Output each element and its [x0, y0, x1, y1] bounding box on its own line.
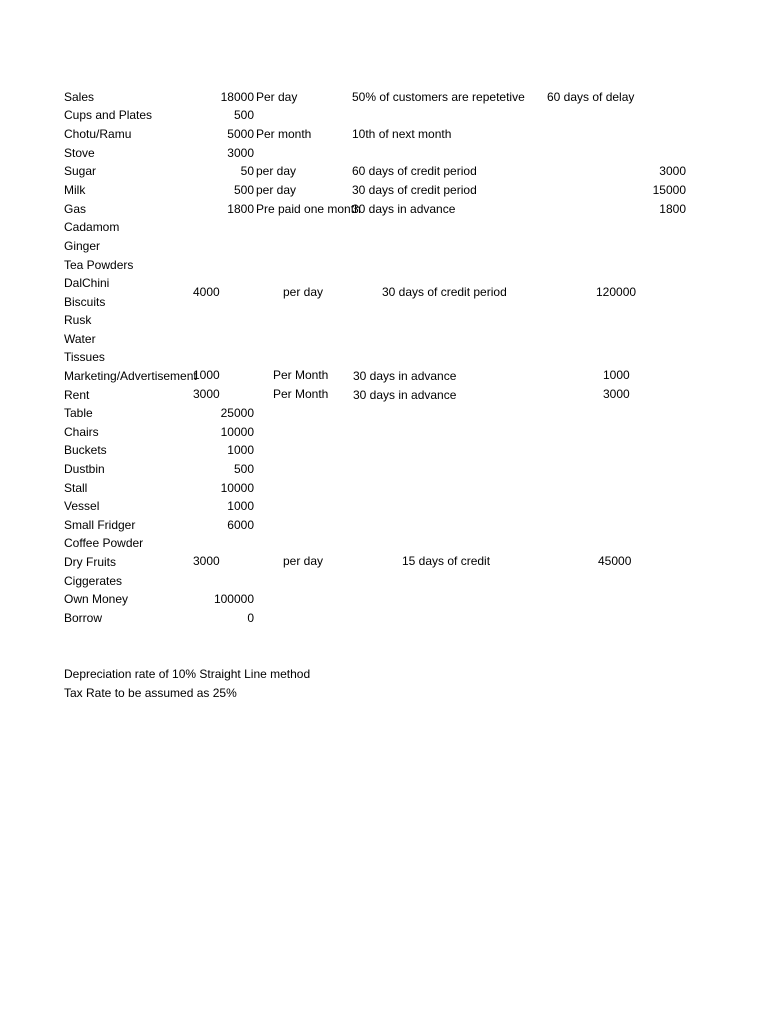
cell-label-borrow: Borrow — [64, 611, 103, 625]
cell-value-stove: 3000 — [227, 146, 254, 160]
cell-label-biscuits: Biscuits — [64, 295, 106, 309]
cell-value-gas: 1800 — [227, 202, 254, 216]
cell-value-rent: 3000 — [193, 387, 220, 401]
cell-terms-group: 30 days of credit period — [382, 285, 507, 299]
cell-label-dustbin: Dustbin — [64, 462, 105, 476]
cell-unit-rent: Per Month — [273, 387, 329, 401]
cell-value-sales: 18000 — [220, 90, 254, 104]
cell-label-dryfruits: Dry Fruits — [64, 555, 116, 569]
cell-label-chotu: Chotu/Ramu — [64, 127, 132, 141]
cell-unit-milk: per day — [256, 183, 297, 197]
cell-amount-milk: 15000 — [652, 183, 686, 197]
cell-label-coffee: Coffee Powder — [64, 536, 144, 550]
cell-label-dalchini: DalChini — [64, 276, 110, 290]
cell-label-stall: Stall — [64, 481, 88, 495]
cell-unit-gas: Pre paid one month — [256, 202, 361, 216]
cell-value-stall: 10000 — [220, 481, 254, 495]
cell-label-ginger: Ginger — [64, 239, 101, 253]
cell-terms-milk: 30 days of credit period — [352, 183, 477, 197]
cell-label-cadamom: Cadamom — [64, 220, 120, 234]
cell-label-tea: Tea Powders — [64, 258, 134, 272]
cell-terms-sales: 50% of customers are repetetive — [352, 90, 525, 104]
cell-label-water: Water — [64, 332, 96, 346]
cell-amount-dryfruits: 45000 — [598, 554, 632, 568]
cell-value-sugar: 50 — [240, 164, 254, 178]
cell-amount-group: 120000 — [596, 285, 637, 299]
cell-value-dustbin: 500 — [233, 462, 254, 476]
cell-value-dryfruits: 3000 — [193, 554, 220, 568]
cell-unit-group: per day — [283, 285, 324, 299]
cell-terms-sugar: 60 days of credit period — [352, 164, 477, 178]
cell-label-vessel: Vessel — [64, 499, 100, 513]
cell-label-milk: Milk — [64, 183, 86, 197]
cell-unit-sales: Per day — [256, 90, 298, 104]
cell-terms-gas: 30 days in advance — [352, 202, 456, 216]
cell-value-cups: 500 — [233, 108, 254, 122]
cell-value-ownmoney: 100000 — [213, 592, 254, 606]
cell-label-stove: Stove — [64, 146, 95, 160]
cell-value-vessel: 1000 — [227, 499, 254, 513]
cell-unit-chotu: Per month — [256, 127, 312, 141]
cell-label-chairs: Chairs — [64, 425, 99, 439]
cell-value-chairs: 10000 — [220, 425, 254, 439]
cell-terms-chotu: 10th of next month — [352, 127, 452, 141]
cell-terms-dryfruits: 15 days of credit — [402, 554, 491, 568]
cell-label-gas: Gas — [64, 202, 87, 216]
cell-unit-dryfruits: per day — [283, 554, 324, 568]
cell-label-marketing: Marketing/Advertisement — [64, 369, 197, 383]
cell-value-buckets: 1000 — [227, 443, 254, 457]
cell-unit-marketing: Per Month — [273, 368, 329, 382]
cell-amount-gas: 1800 — [659, 202, 686, 216]
cell-terms-marketing: 30 days in advance — [353, 369, 457, 383]
note-depreciation: Depreciation rate of 10% Straight Line method — [64, 667, 311, 681]
cell-label-sugar: Sugar — [64, 164, 97, 178]
cell-label-buckets: Buckets — [64, 443, 107, 457]
cell-value-table: 25000 — [220, 406, 254, 420]
cell-label-tissues: Tissues — [64, 350, 105, 364]
cell-value-milk: 500 — [233, 183, 254, 197]
cell-label-sales: Sales — [64, 90, 95, 104]
cell-amount-marketing: 1000 — [603, 368, 630, 382]
note-tax-rate: Tax Rate to be assumed as 25% — [64, 686, 237, 700]
cell-value-chotu: 5000 — [227, 127, 254, 141]
cell-label-ownmoney: Own Money — [64, 592, 129, 606]
cell-amount-sugar: 3000 — [659, 164, 686, 178]
cell-value-marketing: 1000 — [193, 368, 220, 382]
cell-extra-sales: 60 days of delay — [547, 90, 635, 104]
cell-label-table: Table — [64, 406, 93, 420]
cell-unit-sugar: per day — [256, 164, 297, 178]
cell-value-group: 4000 — [193, 285, 220, 299]
cell-label-rent: Rent — [64, 388, 90, 402]
cell-value-fridge: 6000 — [227, 518, 254, 532]
cell-label-rusk: Rusk — [64, 313, 92, 327]
cell-label-ciggerates: Ciggerates — [64, 574, 123, 588]
cell-label-cups: Cups and Plates — [64, 108, 153, 122]
cell-value-borrow: 0 — [247, 611, 254, 625]
cell-terms-rent: 30 days in advance — [353, 388, 457, 402]
cell-amount-rent: 3000 — [603, 387, 630, 401]
cell-label-fridge: Small Fridger — [64, 518, 136, 532]
